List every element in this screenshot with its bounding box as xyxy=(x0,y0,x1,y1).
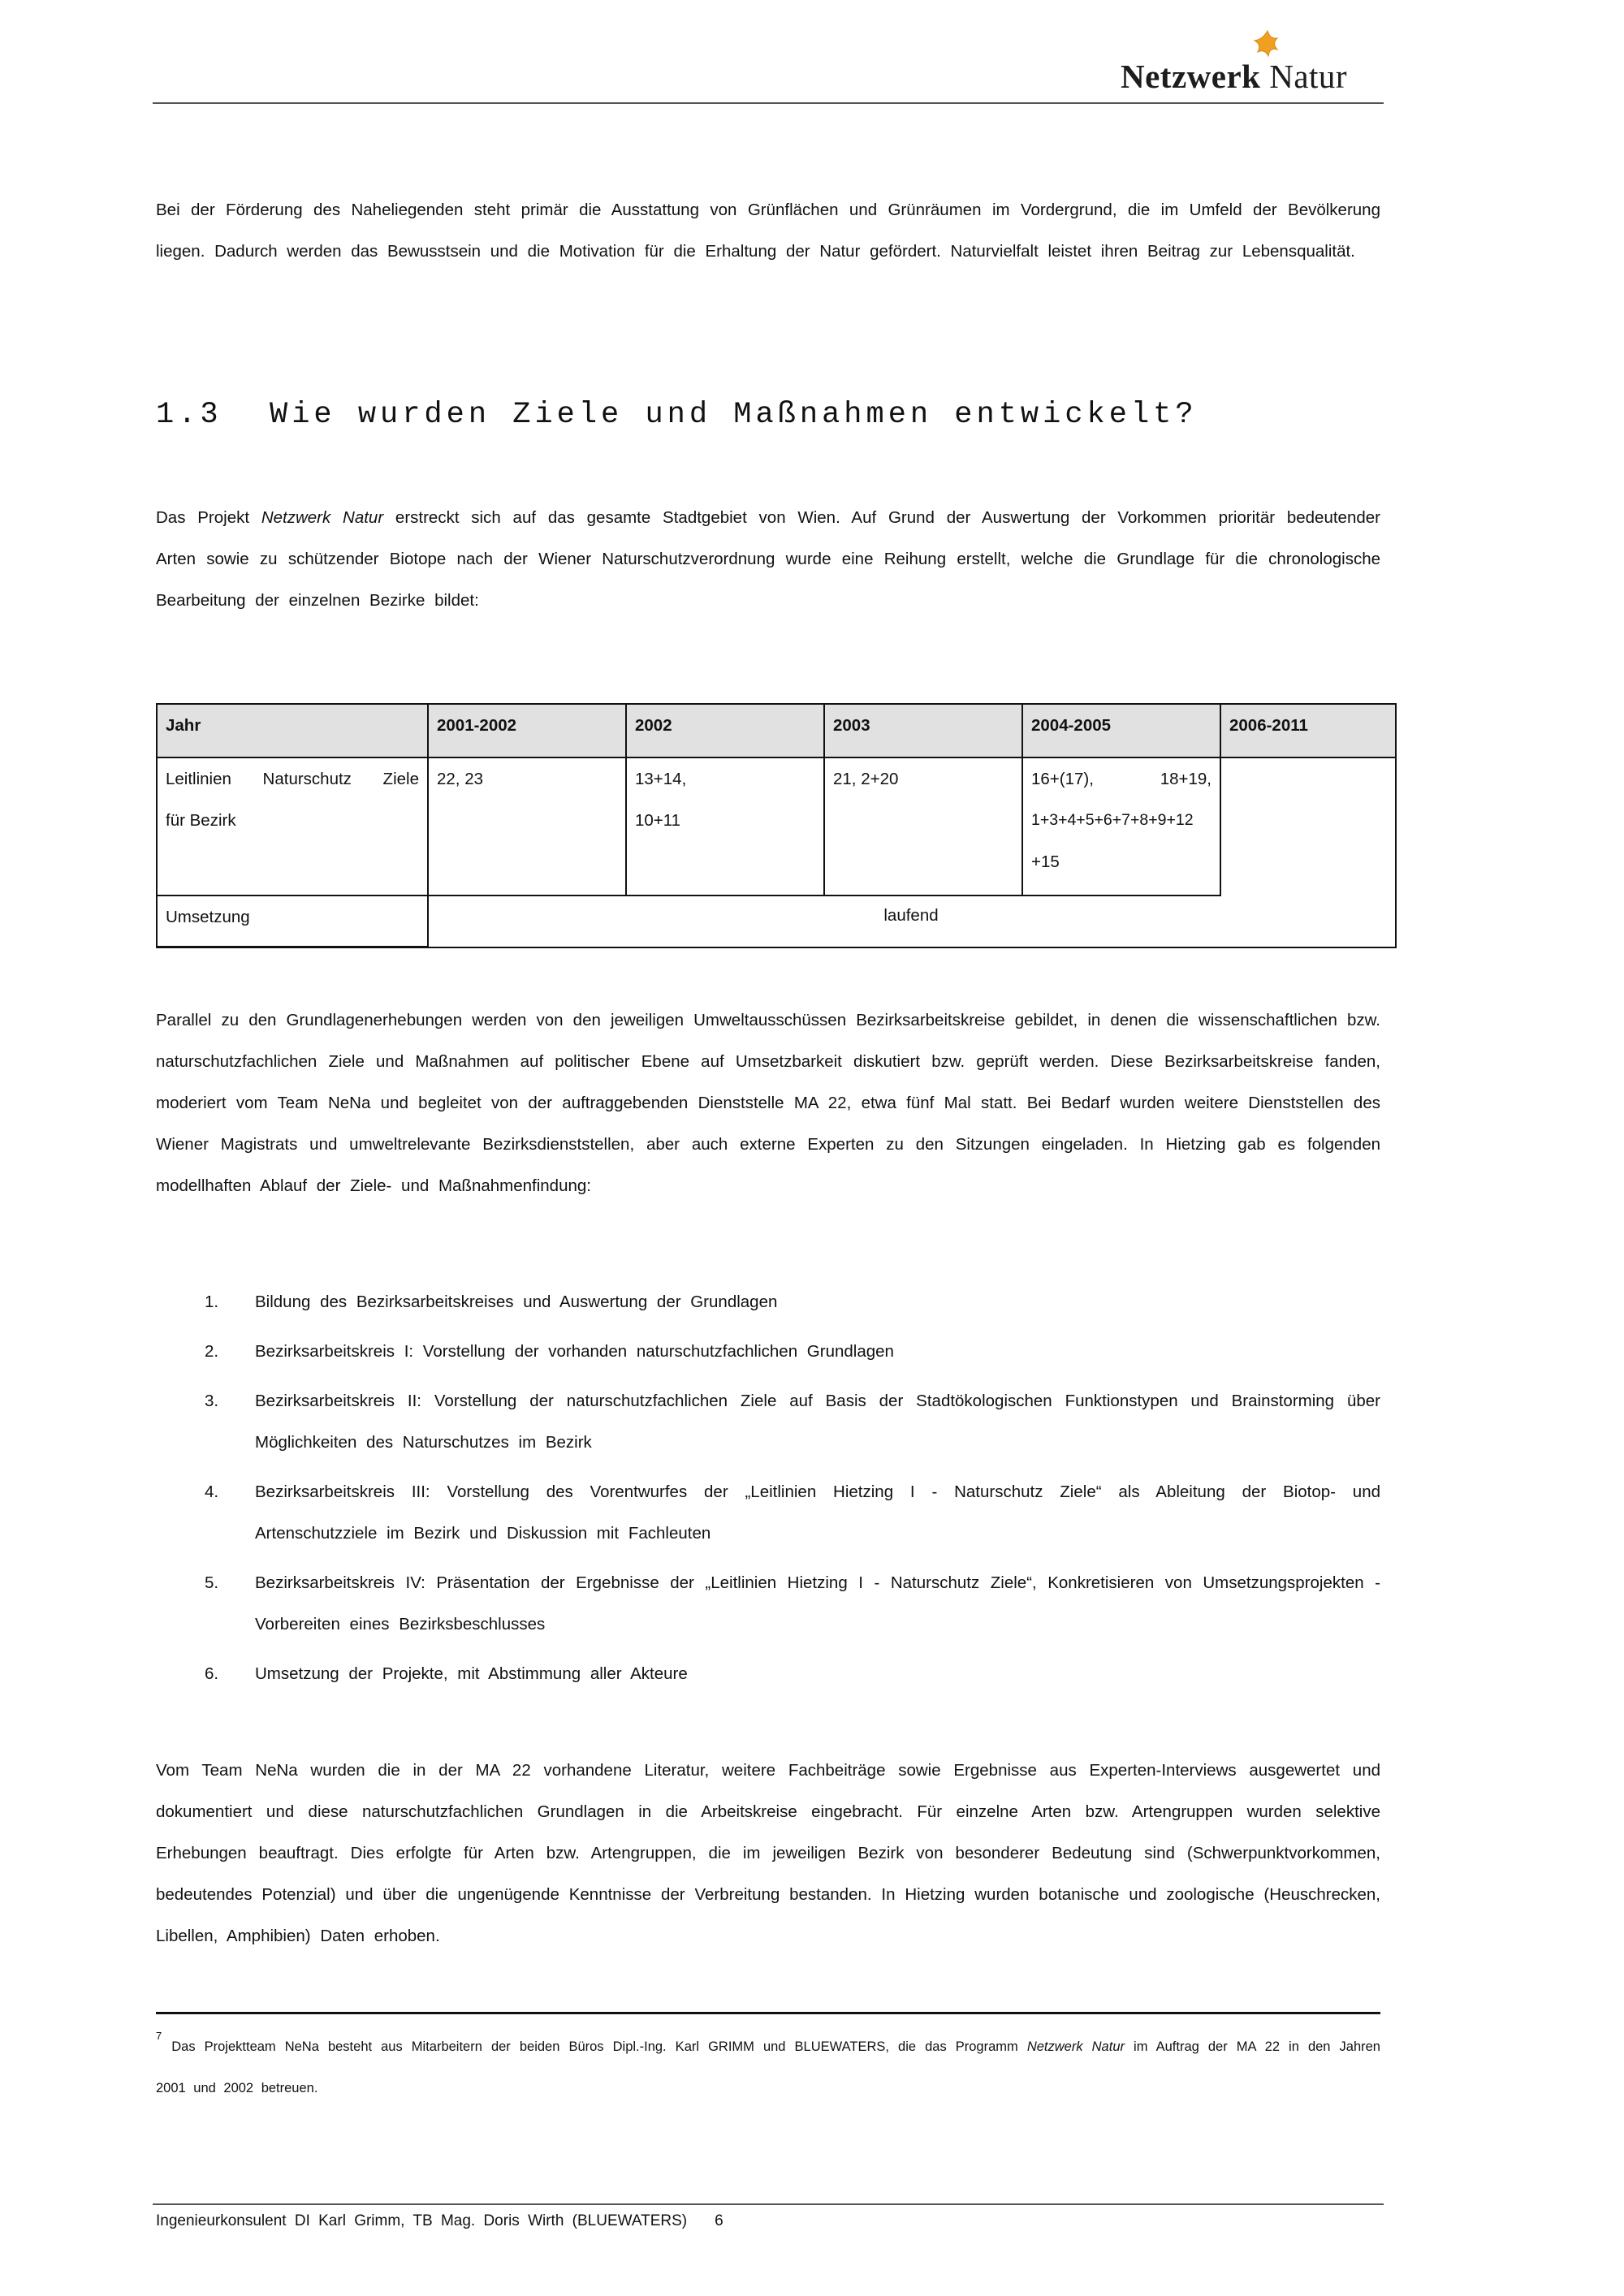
table-header-cell: 2001-2002 xyxy=(427,703,627,758)
cell-line xyxy=(1031,758,1212,800)
table-cell-empty xyxy=(1220,757,1397,896)
logo-wordmark xyxy=(1121,57,1347,96)
cell-value: 22, 23 xyxy=(437,770,483,788)
header-divider xyxy=(153,102,1384,104)
project-paragraph-rest: erstreckt sich auf das gesamte Stadtgebiet von Wien. Auf Grund der Auswertung der Vorkommen prioritär bedeutender Arten sowie zu schützender Biotope nach der Wiener Naturschutzverordnung wurde eine Reihung erstellt, welche die Grundlage für die chronologische Bearbeitung der einzelnen Bezirke bildet: xyxy=(156,508,1380,610)
list-item xyxy=(156,1281,1380,1323)
row-label-line1: Leitlinien Naturschutz Ziele xyxy=(166,770,419,788)
list-text: Bezirksarbeitskreis I: Vorstellung der vorhanden naturschutzfachlichen Grundlagen xyxy=(255,1342,894,1361)
footnote-divider xyxy=(156,2012,1380,2014)
list-number: 3. xyxy=(205,1392,219,1410)
footnote-text-start: Das Projektteam NeNa besteht aus Mitarbeitern der beiden Büros Dipl.-Ing. Karl GRIMM und BLUEWATERS, die das Programm xyxy=(171,2039,1027,2054)
list-number: 2. xyxy=(205,1342,219,1361)
cell-value: 16+(17), xyxy=(1031,770,1094,788)
table-merged-cell xyxy=(427,895,1397,948)
table-header-cell: 2002 xyxy=(625,703,825,758)
project-paragraph xyxy=(156,497,1380,621)
intro-paragraph: Bei der Förderung des Naheliegenden steht primär die Ausstattung von Grünflächen und Grünräumen im Vordergrund, die im Umfeld der Bevölkerung liegen. Dadurch werden das Bewusstsein und die Motivation für die Erhaltung der Natur gefördert. Naturvielfalt leistet ihren Beitrag zur Lebensqualität. xyxy=(156,201,1380,261)
table-cell xyxy=(427,757,627,896)
cell-value: 10+11 xyxy=(635,811,681,830)
list-text: Bezirksarbeitskreis II: Vorstellung der naturschutzfachlichen Ziele auf Basis der Stadtökologischen Funktionstypen und Brainstorming über Möglichkeiten des Naturschutzes im Bezirk xyxy=(255,1392,1380,1452)
list-number: 6. xyxy=(205,1664,219,1683)
netzwerk-natur-logo xyxy=(1121,29,1380,102)
page-footer xyxy=(156,2210,723,2233)
cell-value: 1+3+4+5+6+7+8+9+12 xyxy=(1031,811,1194,829)
table-cell xyxy=(625,757,825,896)
table-header-cell: 2004-2005 xyxy=(1021,703,1221,758)
footnote-text-rest: im Auftrag der MA 22 in den Jahren 2001 und 2002 betreuen. xyxy=(156,2039,1380,2095)
footer-divider xyxy=(153,2203,1384,2205)
section-heading xyxy=(156,398,1198,432)
table-cell xyxy=(823,757,1023,896)
footnote xyxy=(156,2026,1380,2109)
project-name-italic: Netzwerk Natur xyxy=(261,508,384,527)
logo-word-natur: Natur xyxy=(1269,58,1348,95)
table-header-cell: 2006-2011 xyxy=(1220,703,1397,758)
cell-value: +15 xyxy=(1031,852,1060,871)
section-title: Wie wurden Ziele und Maßnahmen entwickelt? xyxy=(270,398,1198,432)
list-text: Bezirksarbeitskreis IV: Präsentation der Ergebnisse der „Leitlinien Hietzing I - Naturschutz Ziele“, Konkretisieren von Umsetzungsprojekten - Vorbereiten eines Bezirksbeschlusses xyxy=(255,1573,1380,1634)
process-paragraph: Parallel zu den Grundlagenerhebungen werden von den jeweiligen Umweltausschüssen Bezirksarbeitskreise gebildet, in denen die wissenschaftlichen bzw. naturschutzfachlichen Ziele und Maßnahmen auf politischer Ebene auf Umsetzbarkeit diskutiert bzw. geprüft werden. Diese Bezirksarbeitskreise fanden, moderiert vom Team NeNa und begleitet von der auftraggebenden Dienststelle MA 22, etwa fünf Mal statt. Bei Bedarf wurden weitere Dienststellen des Wiener Magistrats und umweltrelevante Bezirksdienststellen, aber auch externe Experten zu den Sitzungen eingeladen. In Hietzing gab es folgenden modellhaften Ablauf der Ziele- und Maßnahmenfindung: xyxy=(156,1011,1380,1195)
list-item xyxy=(156,1380,1380,1463)
footnote-italic: Netzwerk Natur xyxy=(1026,2039,1125,2054)
cell-value: 18+19, xyxy=(1160,770,1212,788)
list-item xyxy=(156,1331,1380,1372)
list-item xyxy=(156,1471,1380,1554)
list-number: 4. xyxy=(205,1482,219,1501)
footnote-mark: 7 xyxy=(156,2030,162,2042)
cell-value: 21, 2+20 xyxy=(833,770,899,788)
section-number: 1.3 xyxy=(156,398,222,432)
list-text: Bildung des Bezirksarbeitskreises und Auswertung der Grundlagen xyxy=(255,1293,778,1311)
list-number: 1. xyxy=(205,1293,219,1311)
list-item xyxy=(156,1562,1380,1645)
schedule-table xyxy=(156,703,1397,948)
list-text: Umsetzung der Projekte, mit Abstimmung aller Akteure xyxy=(255,1664,688,1683)
table-header-cell: Jahr xyxy=(156,703,429,758)
table-row-label: Umsetzung xyxy=(156,895,429,948)
cell-value: laufend xyxy=(883,906,939,925)
process-steps-list xyxy=(156,1281,1380,1703)
footer-authors: Ingenieurkonsulent DI Karl Grimm, TB Mag. Doris Wirth (BLUEWATERS) xyxy=(156,2212,688,2229)
row-label-line2: für Bezirk xyxy=(166,811,236,830)
table-header-cell: 2003 xyxy=(823,703,1023,758)
logo-word-netzwerk: Netzwerk xyxy=(1121,58,1261,95)
project-paragraph-start: Das Projekt xyxy=(156,508,261,527)
methods-paragraph: Vom Team NeNa wurden die in der MA 22 vorhandene Literatur, weitere Fachbeiträge sowie Ergebnisse aus Experten-Interviews ausgewertet und dokumentiert und diese naturschutzfachlichen Grundlagen in die Arbeitskreise eingebracht. Für einzelne Arten bzw. Artengruppen wurden selektive Erhebungen beauftragt. Dies erfolgte für Arten bzw. Artengruppen, die im jeweiligen Bezirk von besonderer Bedeutung sind (Schwerpunktvorkommen, bedeutendes Potenzial) und über die ungenügende Kenntnisse der Verbreitung bestanden. In Hietzing wurden botanische und zoologische (Heuschrecken, Libellen, Amphibien) Daten erhoben. xyxy=(156,1761,1380,1945)
list-text: Bezirksarbeitskreis III: Vorstellung des Vorentwurfes der „Leitlinien Hietzing I - Naturschutz Ziele“ als Ableitung der Biotop- und Artenschutzziele im Bezirk und Diskussion mit Fachleuten xyxy=(255,1482,1380,1543)
list-number: 5. xyxy=(205,1573,219,1592)
table-row-label xyxy=(156,757,429,896)
page-number: 6 xyxy=(715,2212,723,2229)
table-cell xyxy=(1021,757,1221,896)
cell-value: 13+14, xyxy=(635,770,687,788)
list-item xyxy=(156,1653,1380,1694)
